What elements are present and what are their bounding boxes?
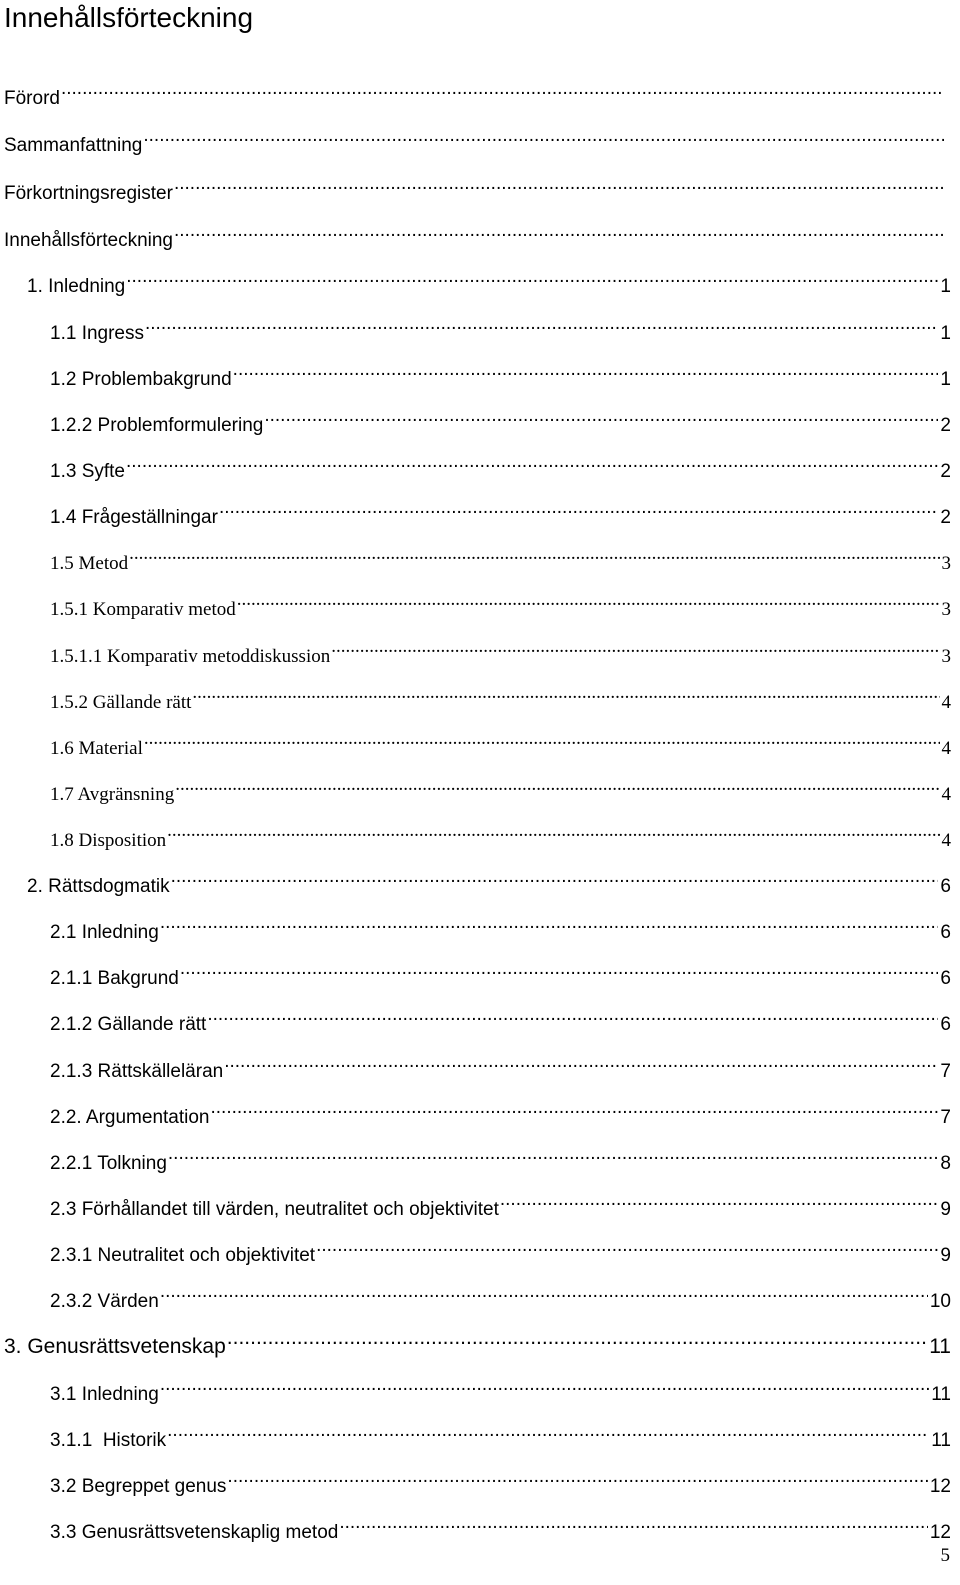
toc-entry-label: 1.7 Avgränsning: [50, 784, 175, 805]
toc-entry-label: 1.5.1.1 Komparativ metoddiskussion: [50, 646, 331, 667]
toc-entry-page: 9: [940, 1245, 951, 1266]
toc-leader-dots: [168, 1139, 939, 1169]
toc-entry-page: 6: [940, 922, 951, 943]
page-number: 5: [940, 1545, 950, 1566]
toc-entry-page: 7: [940, 1107, 951, 1128]
toc-entry[interactable]: [50, 1185, 951, 1220]
toc-entry[interactable]: [4, 121, 946, 156]
toc-entry-label: 1.8 Disposition: [50, 830, 167, 851]
toc-leader-dots: [144, 724, 940, 754]
toc-entry[interactable]: [50, 954, 951, 989]
toc-leader-dots: [192, 678, 939, 708]
toc-entry-page: 11: [929, 1335, 951, 1358]
toc-entry-page: 4: [941, 738, 951, 759]
toc-leader-dots: [227, 1462, 927, 1492]
page-title: Innehållsförteckning: [4, 2, 254, 33]
toc-entry-label: Innehållsförteckning: [4, 230, 173, 251]
toc-entry-label: 3. Genusrättsvetenskap: [4, 1335, 226, 1358]
toc-entry-label: 1.5.1 Komparativ metod: [50, 599, 236, 620]
toc-entry[interactable]: [50, 539, 951, 574]
toc-entry-page: 8: [940, 1153, 951, 1174]
toc-entry[interactable]: [4, 216, 946, 251]
toc-entry-page: 6: [940, 1014, 951, 1035]
toc-entry-page: 4: [941, 784, 951, 805]
toc-entry-label: 2.1.2 Gällande rätt: [50, 1014, 207, 1035]
toc-leader-dots: [61, 74, 944, 104]
toc-entry[interactable]: [50, 632, 951, 667]
toc-entry-page: 12: [929, 1522, 951, 1543]
toc-entry-page: 12: [929, 1476, 951, 1497]
toc-entry-label: 1.6 Material: [50, 738, 143, 759]
toc-leader-dots: [180, 954, 939, 984]
toc-entry-label: 2. Rättsdogmatik: [27, 876, 170, 897]
toc-entry-page: 3: [941, 553, 951, 574]
toc-entry[interactable]: [50, 355, 951, 390]
toc-entry-label: 2.3.2 Värden: [50, 1291, 159, 1312]
toc-leader-dots: [175, 770, 939, 800]
toc-entry[interactable]: [50, 1139, 951, 1174]
toc-entry-page: 6: [940, 876, 951, 897]
toc-leader-dots: [126, 447, 938, 477]
toc-entry-label: 2.2. Argumentation: [50, 1107, 210, 1128]
toc-entry-label: 1.1 Ingress: [50, 323, 144, 344]
toc-entry-label: 2.3 Förhållandet till värden, neutralitet och objektivitet: [50, 1199, 499, 1220]
toc-entry-page: 1: [940, 369, 951, 390]
toc-entry[interactable]: [50, 1370, 951, 1405]
toc-entry-label: 3.1.1 Historik: [50, 1430, 167, 1451]
toc-entry-page: 3: [941, 646, 951, 667]
toc-entry[interactable]: [50, 493, 951, 528]
toc-leader-dots: [339, 1508, 928, 1538]
toc-entry-page: 2: [940, 415, 951, 436]
toc-entry[interactable]: [50, 908, 951, 943]
toc-entry-page: 6: [940, 968, 951, 989]
toc-entry-label: 2.2.1 Tolkning: [50, 1153, 167, 1174]
toc-entry[interactable]: [50, 309, 951, 344]
toc-entry-page: 11: [931, 1384, 951, 1405]
toc-leader-dots: [160, 908, 939, 938]
toc-entry-label: 1.2 Problembakgrund: [50, 369, 232, 390]
toc-entry-label: 1.3 Syfte: [50, 461, 125, 482]
toc-entry-page: 4: [941, 692, 951, 713]
toc-entry-label: 2.1.3 Rättskälleläran: [50, 1061, 224, 1082]
toc-entry-label: 1. Inledning: [27, 276, 126, 297]
toc-entry-page: 3: [941, 599, 951, 620]
toc-leader-dots: [219, 493, 938, 523]
toc-leader-dots: [227, 1323, 927, 1353]
toc-entry[interactable]: [50, 1000, 951, 1035]
toc-entry[interactable]: [50, 1416, 951, 1451]
toc-leader-dots: [237, 585, 940, 615]
toc-entry[interactable]: [50, 585, 951, 620]
toc-entry[interactable]: [50, 1047, 951, 1082]
toc-leader-dots: [167, 1416, 929, 1446]
toc-entry-page: 1: [940, 276, 951, 297]
toc-leader-dots: [207, 1000, 938, 1030]
toc-leader-dots: [171, 862, 939, 892]
toc-entry[interactable]: [27, 262, 951, 297]
toc-entry-page: 9: [940, 1199, 951, 1220]
toc-leader-dots: [316, 1231, 938, 1261]
toc-leader-dots: [129, 539, 939, 569]
toc-leader-dots: [264, 401, 938, 431]
toc-leader-dots: [167, 816, 939, 846]
toc-leader-dots: [211, 1093, 939, 1123]
toc-entry[interactable]: [50, 724, 951, 759]
toc-entry[interactable]: [50, 770, 951, 805]
toc-entry[interactable]: [50, 1231, 951, 1266]
toc-entry-page: 11: [931, 1430, 951, 1451]
toc-entry-label: Sammanfattning: [4, 135, 143, 156]
toc-entry[interactable]: [50, 1508, 951, 1543]
toc-entry-label: 1.2.2 Problemformulering: [50, 415, 264, 436]
toc-entry[interactable]: [27, 862, 951, 897]
toc-leader-dots: [174, 169, 944, 199]
toc-entry[interactable]: [50, 1093, 951, 1128]
toc-entry[interactable]: [50, 1277, 951, 1312]
toc-entry[interactable]: [50, 401, 951, 436]
toc-entry-page: 4: [941, 830, 951, 851]
toc-entry[interactable]: [50, 678, 951, 713]
toc-leader-dots: [143, 121, 944, 151]
toc-entry[interactable]: [50, 816, 951, 851]
toc-leader-dots: [224, 1047, 938, 1077]
toc-entry-label: 2.1.1 Bakgrund: [50, 968, 179, 989]
toc-entry-label: 1.5.2 Gällande rätt: [50, 692, 192, 713]
toc-entry-label: 3.3 Genusrättsvetenskaplig metod: [50, 1522, 339, 1543]
toc-entry-label: Förord: [4, 88, 60, 109]
toc-entry-label: 3.2 Begreppet genus: [50, 1476, 227, 1497]
toc-entry-label: Förkortningsregister: [4, 183, 173, 204]
toc-entry[interactable]: [4, 169, 946, 204]
toc-entry-page: 2: [940, 461, 951, 482]
toc-entry[interactable]: [4, 74, 946, 109]
toc-leader-dots: [160, 1370, 929, 1400]
toc-leader-dots: [160, 1277, 928, 1307]
toc-leader-dots: [500, 1185, 939, 1215]
toc-entry-page: 7: [940, 1061, 951, 1082]
toc-leader-dots: [145, 309, 938, 339]
toc-entry-page: 2: [940, 507, 951, 528]
toc-entry[interactable]: [50, 447, 951, 482]
toc-entry-label: 2.1 Inledning: [50, 922, 159, 943]
toc-entry-label: 2.3.1 Neutralitet och objektivitet: [50, 1245, 316, 1266]
toc-entry[interactable]: [50, 1462, 951, 1497]
toc-leader-dots: [233, 355, 939, 385]
toc-entry-page: 1: [940, 323, 951, 344]
toc-leader-dots: [331, 632, 939, 662]
toc-entry-page: 10: [929, 1291, 951, 1312]
toc-entry-label: 3.1 Inledning: [50, 1384, 159, 1405]
toc-entry-label: 1.5 Metod: [50, 553, 129, 574]
toc-leader-dots: [126, 262, 938, 292]
toc-entry-label: 1.4 Frågeställningar: [50, 507, 218, 528]
toc-entry[interactable]: [4, 1323, 951, 1358]
toc-leader-dots: [174, 216, 944, 246]
